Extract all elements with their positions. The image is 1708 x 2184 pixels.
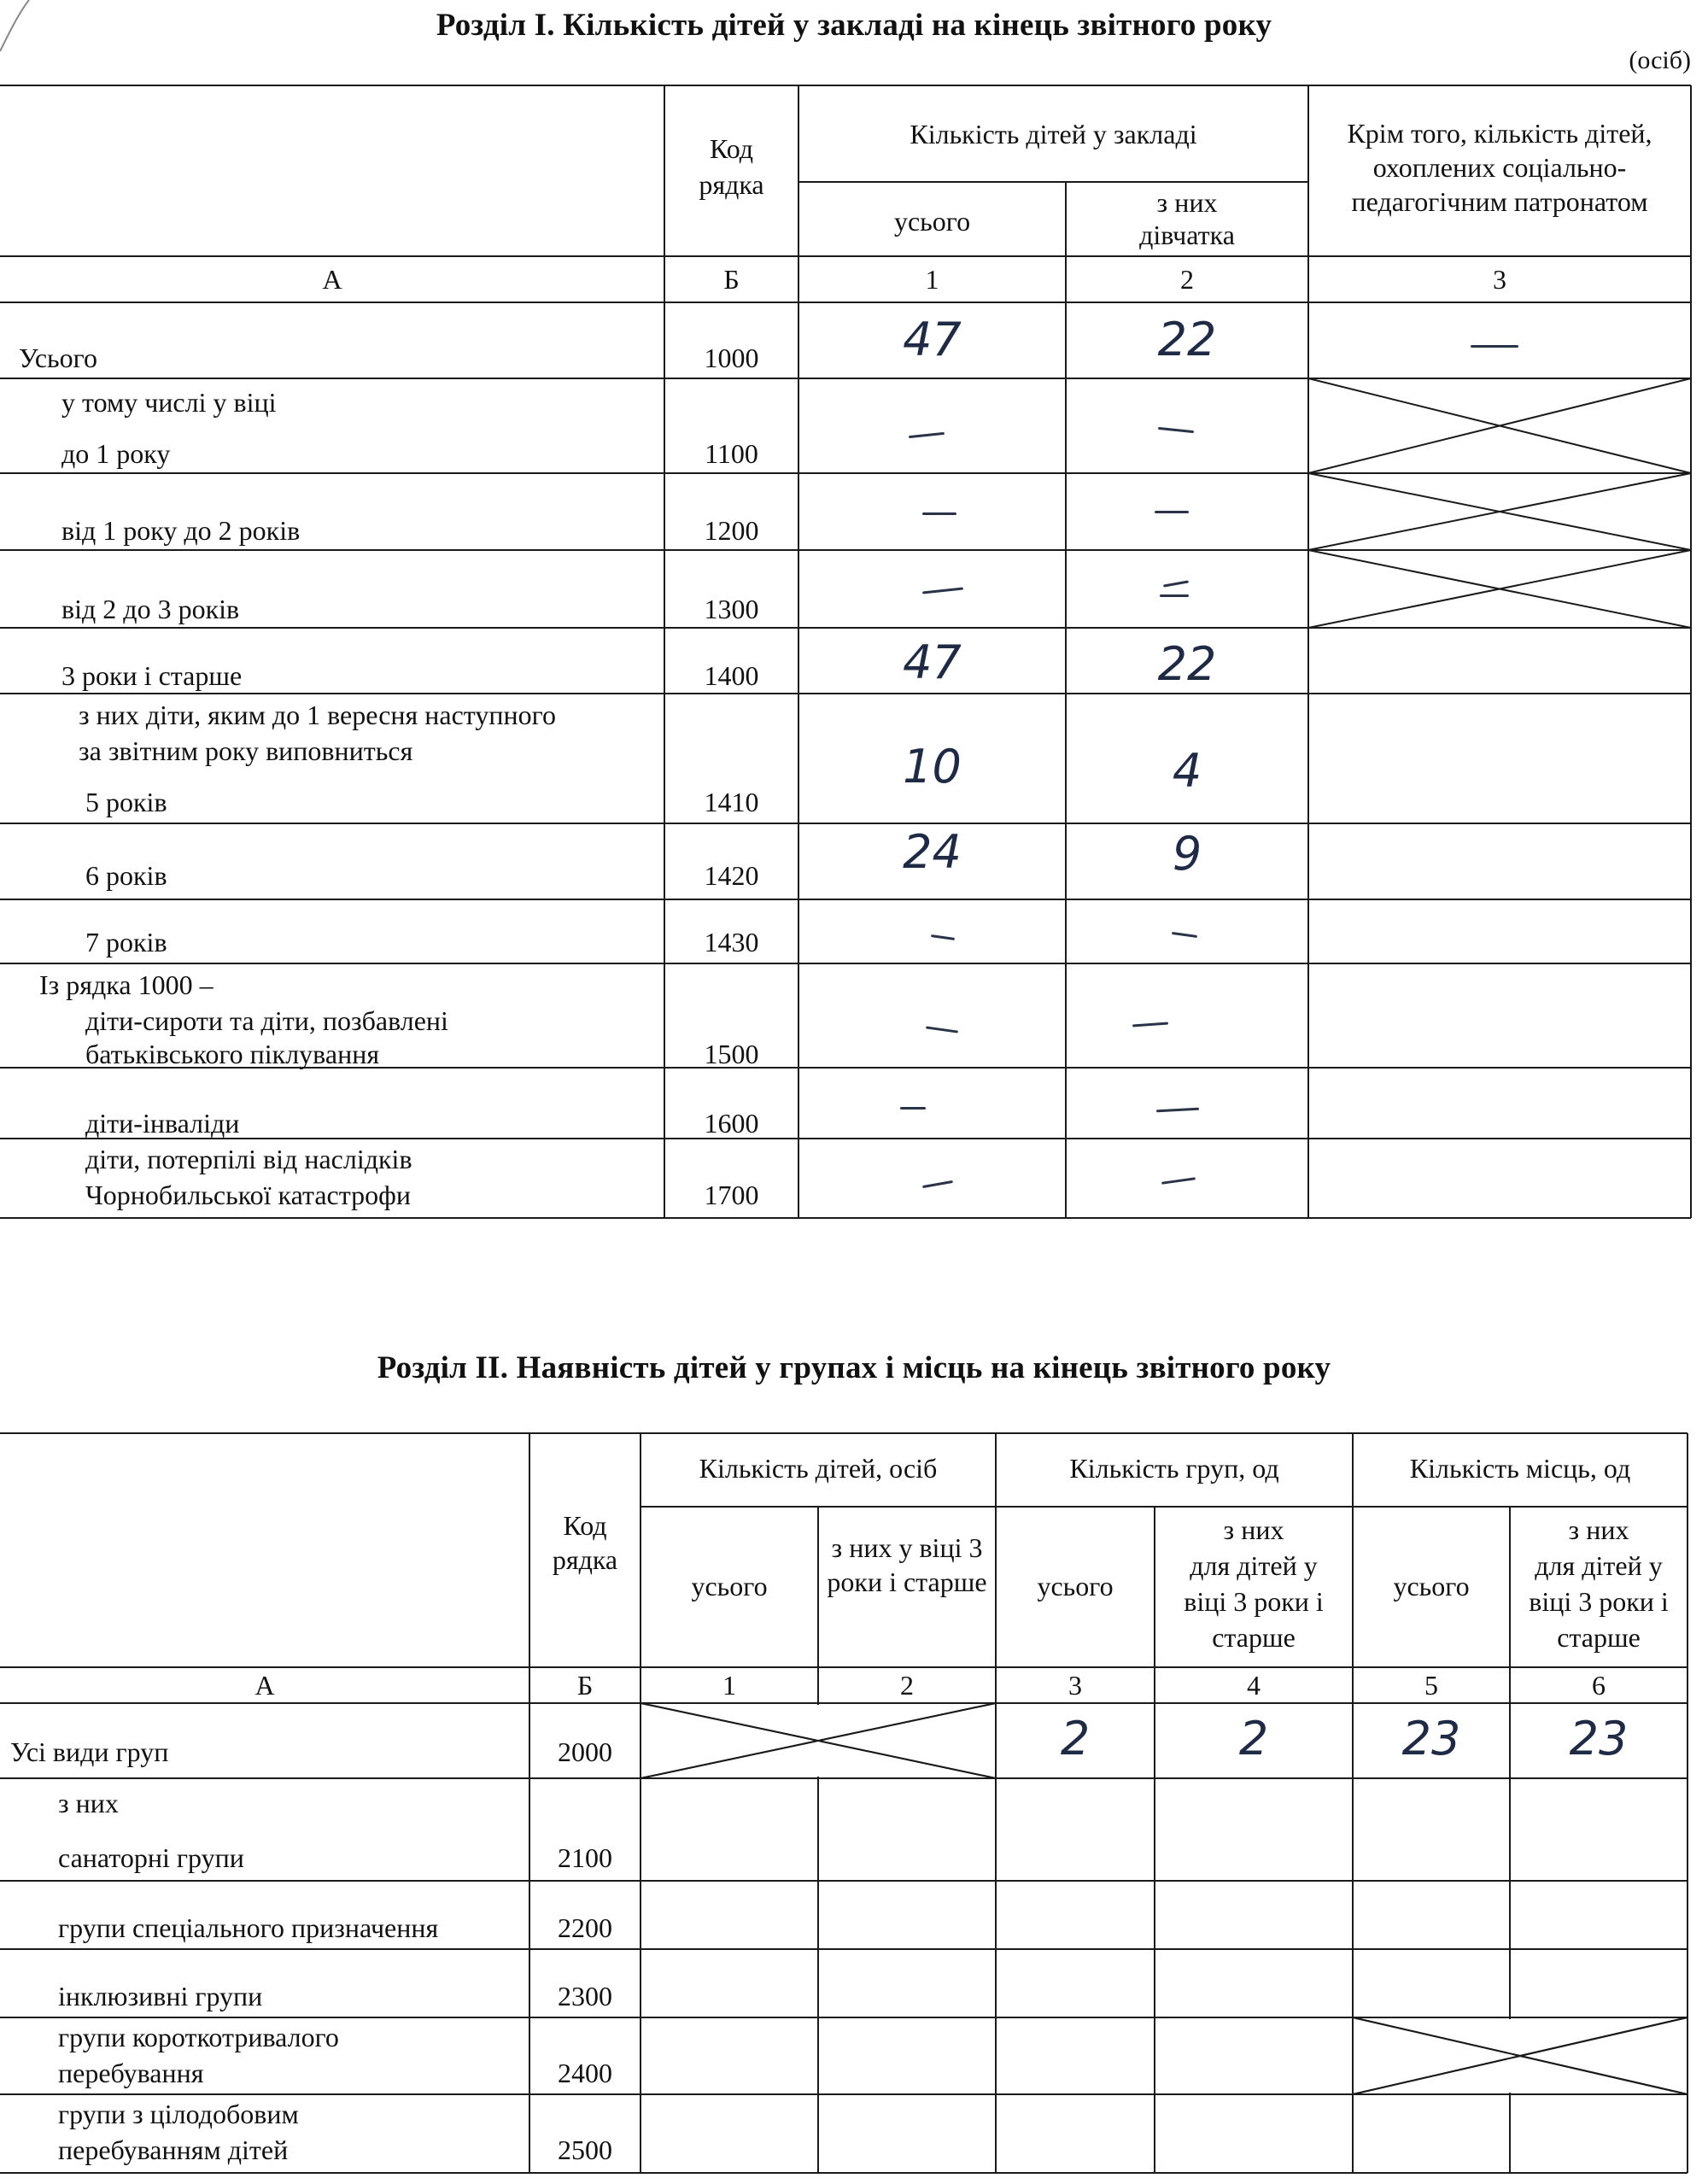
row-code: 1400 bbox=[704, 660, 759, 691]
children-count-header: Кількість дітей у закладі bbox=[910, 119, 1197, 149]
col-letter-b: Б bbox=[576, 1670, 594, 1701]
row-label-prefix: Із рядка 1000 – bbox=[39, 969, 214, 1000]
total-header: усього bbox=[1037, 1571, 1114, 1601]
row-code: 2500 bbox=[558, 2134, 612, 2165]
row-label: 5 років bbox=[85, 787, 167, 817]
total-header: усього bbox=[691, 1571, 768, 1601]
col-letter-4: 4 bbox=[1247, 1670, 1261, 1701]
col-letter-b: Б bbox=[723, 264, 740, 295]
handwritten-value: 47 bbox=[903, 635, 962, 689]
row-code: 1430 bbox=[704, 927, 759, 957]
patronage-header: Крім того, кількість дітей, охоплених соціально-педагогічним патронатом bbox=[1347, 118, 1652, 217]
col-letter-a: А bbox=[322, 264, 342, 295]
row-label: перебування bbox=[58, 2058, 204, 2088]
code-header: Код рядка bbox=[552, 1510, 618, 1575]
row-code: 2000 bbox=[558, 1736, 612, 1767]
for3-header: з них для дітей у віці 3 роки і старше bbox=[1184, 1514, 1324, 1653]
dash-mark bbox=[922, 512, 956, 515]
children-header: Кількість дітей, осіб bbox=[699, 1453, 938, 1484]
col-letter-5: 5 bbox=[1424, 1670, 1438, 1701]
age3-header: з них у віці 3 роки і старше bbox=[827, 1532, 987, 1597]
row-code: 1300 bbox=[704, 594, 759, 624]
handwritten-value: 23 bbox=[1401, 1712, 1461, 1765]
dash-mark bbox=[1160, 594, 1189, 597]
row-code: 1700 bbox=[704, 1180, 759, 1210]
row-label: перебуванням дітей bbox=[58, 2134, 289, 2165]
row-code: 2100 bbox=[558, 1842, 612, 1873]
row-code: 2400 bbox=[558, 2058, 612, 2088]
row-label-prefix: діти-сироти та діти, позбавлені bbox=[85, 1005, 448, 1036]
handwritten-value: 23 bbox=[1569, 1712, 1629, 1765]
handwritten-value: 22 bbox=[1157, 637, 1217, 691]
row-label-prefix: за звітним року виповниться bbox=[79, 735, 413, 766]
row-code: 1600 bbox=[704, 1108, 759, 1139]
row-label: групи спеціального призначення bbox=[58, 1912, 439, 1943]
row-label-prefix: з них bbox=[58, 1788, 119, 1818]
section2-table bbox=[0, 1432, 1708, 2183]
row-label-prefix: групи короткотривалого bbox=[58, 2022, 339, 2052]
row-label: Чорнобильської катастрофи bbox=[85, 1180, 411, 1210]
col-letter-1: 1 bbox=[925, 264, 939, 295]
total-header: усього bbox=[893, 206, 971, 237]
unit-label: (осіб) bbox=[1629, 46, 1691, 74]
handwritten-value: 10 bbox=[903, 740, 962, 793]
row-label: від 1 року до 2 років bbox=[61, 515, 301, 546]
for3-header: з них для дітей у віці 3 роки і старше bbox=[1529, 1514, 1669, 1653]
dash-mark bbox=[900, 1107, 926, 1110]
section1-title: Розділ І. Кількість дітей у закладі на кінець звітного року bbox=[436, 8, 1272, 43]
row-code: 1420 bbox=[704, 860, 759, 891]
girls-header: з них дівчатка bbox=[1139, 187, 1235, 250]
row-label: діти-інваліди bbox=[85, 1108, 240, 1139]
places-header: Кількість місць, од bbox=[1409, 1453, 1631, 1484]
col-letter-3: 3 bbox=[1493, 264, 1506, 295]
col-letter-6: 6 bbox=[1592, 1670, 1606, 1701]
row-code: 1500 bbox=[704, 1039, 759, 1069]
row-code: 1000 bbox=[704, 343, 759, 373]
row-code: 2200 bbox=[558, 1912, 612, 1943]
row-label: батьківського піклування bbox=[85, 1039, 380, 1069]
section1-table bbox=[0, 84, 1708, 1224]
row-label: 6 років bbox=[85, 860, 167, 891]
col-letter-1: 1 bbox=[722, 1670, 736, 1701]
col-letter-2: 2 bbox=[1180, 264, 1194, 295]
handwritten-value: 2 bbox=[1238, 1712, 1269, 1765]
handwritten-value: 2 bbox=[1060, 1712, 1091, 1765]
row-label: 7 років bbox=[85, 927, 167, 957]
dash-mark bbox=[1155, 511, 1189, 513]
row-label: 3 роки і старше bbox=[61, 660, 243, 691]
row-code: 2300 bbox=[558, 1981, 612, 2011]
col-letter-a: А bbox=[254, 1670, 275, 1701]
row-label: до 1 року bbox=[61, 438, 171, 469]
row-label-prefix: з них діти, яким до 1 вересня наступного bbox=[79, 700, 556, 730]
row-label-prefix: групи з цілодобовим bbox=[58, 2099, 299, 2129]
handwritten-value: 24 bbox=[903, 825, 962, 879]
col-letter-2: 2 bbox=[900, 1670, 914, 1701]
row-code: 1410 bbox=[704, 787, 759, 817]
row-label: Усі види груп bbox=[10, 1736, 169, 1767]
handwritten-value: 47 bbox=[903, 313, 962, 366]
handwritten-value: 22 bbox=[1157, 313, 1217, 366]
code-header: Код рядка bbox=[699, 133, 764, 200]
total-header: усього bbox=[1393, 1571, 1470, 1601]
row-label: санаторні групи bbox=[58, 1842, 244, 1873]
handwritten-value: 4 bbox=[1172, 744, 1202, 798]
row-label: від 2 до 3 років bbox=[61, 594, 240, 624]
row-label-prefix: діти, потерпілі від наслідків bbox=[85, 1144, 412, 1174]
row-label: інклюзивні групи bbox=[58, 1981, 263, 2011]
handwritten-value: 9 bbox=[1172, 827, 1202, 881]
section2-title: Розділ ІІ. Наявність дітей у групах і місць на кінець звітного року bbox=[377, 1350, 1331, 1385]
row-label-prefix: у тому числі у віці bbox=[61, 387, 277, 418]
groups-header: Кількість груп, од bbox=[1069, 1453, 1279, 1484]
dash-mark bbox=[1471, 345, 1518, 348]
row-code: 1200 bbox=[704, 515, 759, 546]
row-code: 1100 bbox=[705, 438, 758, 469]
col-letter-3: 3 bbox=[1068, 1670, 1082, 1701]
row-label: Усього bbox=[19, 343, 97, 373]
